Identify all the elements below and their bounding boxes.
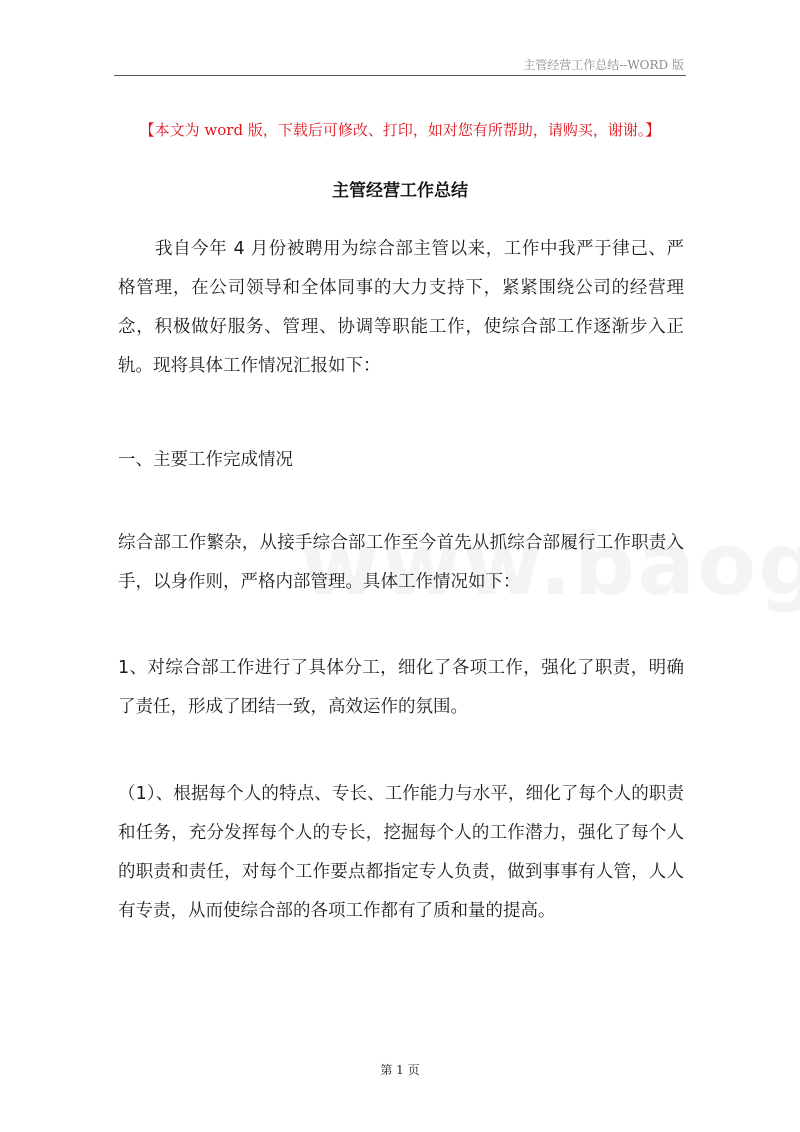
list-item-paragraph: 1、对综合部工作进行了具体分工，细化了各项工作，强化了职责，明确了责任，形成了团结一致，高效运作的氛围。	[118, 658, 684, 717]
purchase-notice: 【本文为 word 版，下载后可修改、打印，如对您有所帮助，请购买，谢谢。】	[139, 121, 661, 139]
body-paragraph: 综合部工作繁杂，从接手综合部工作至今首先从抓综合部履行工作职责入手，以身作则，严格内部管理。具体工作情况如下：	[118, 533, 684, 592]
header-divider	[114, 75, 686, 76]
document-title: 主管经营工作总结	[332, 181, 468, 201]
running-header-title: 主管经营工作总结--WORD 版	[523, 58, 684, 72]
intro-paragraph: 我自今年 4 月份被聘用为综合部主管以来，工作中我严于律己、严格管理，在公司领导和全体同事的大力支持下，紧紧围绕公司的经营理念，积极做好服务、管理、协调等职能工作，使综合部工作逐渐步入正轨。现将具体工作情况汇报如下：	[118, 239, 684, 376]
sub-item-paragraph: （1）、根据每个人的特点、专长、工作能力与水平，细化了每个人的职责和任务，充分发挥每个人的专长，挖掘每个人的工作潜力，强化了每个人的职责和责任，对每个工作要点都指定专人负责，做到事事有人管，人人有专责，从而使综合部的各项工作都有了质和量的提高。	[118, 784, 684, 921]
section-heading: 一、主要工作完成情况	[118, 450, 293, 470]
page-number: 第 1 页	[380, 1063, 420, 1077]
